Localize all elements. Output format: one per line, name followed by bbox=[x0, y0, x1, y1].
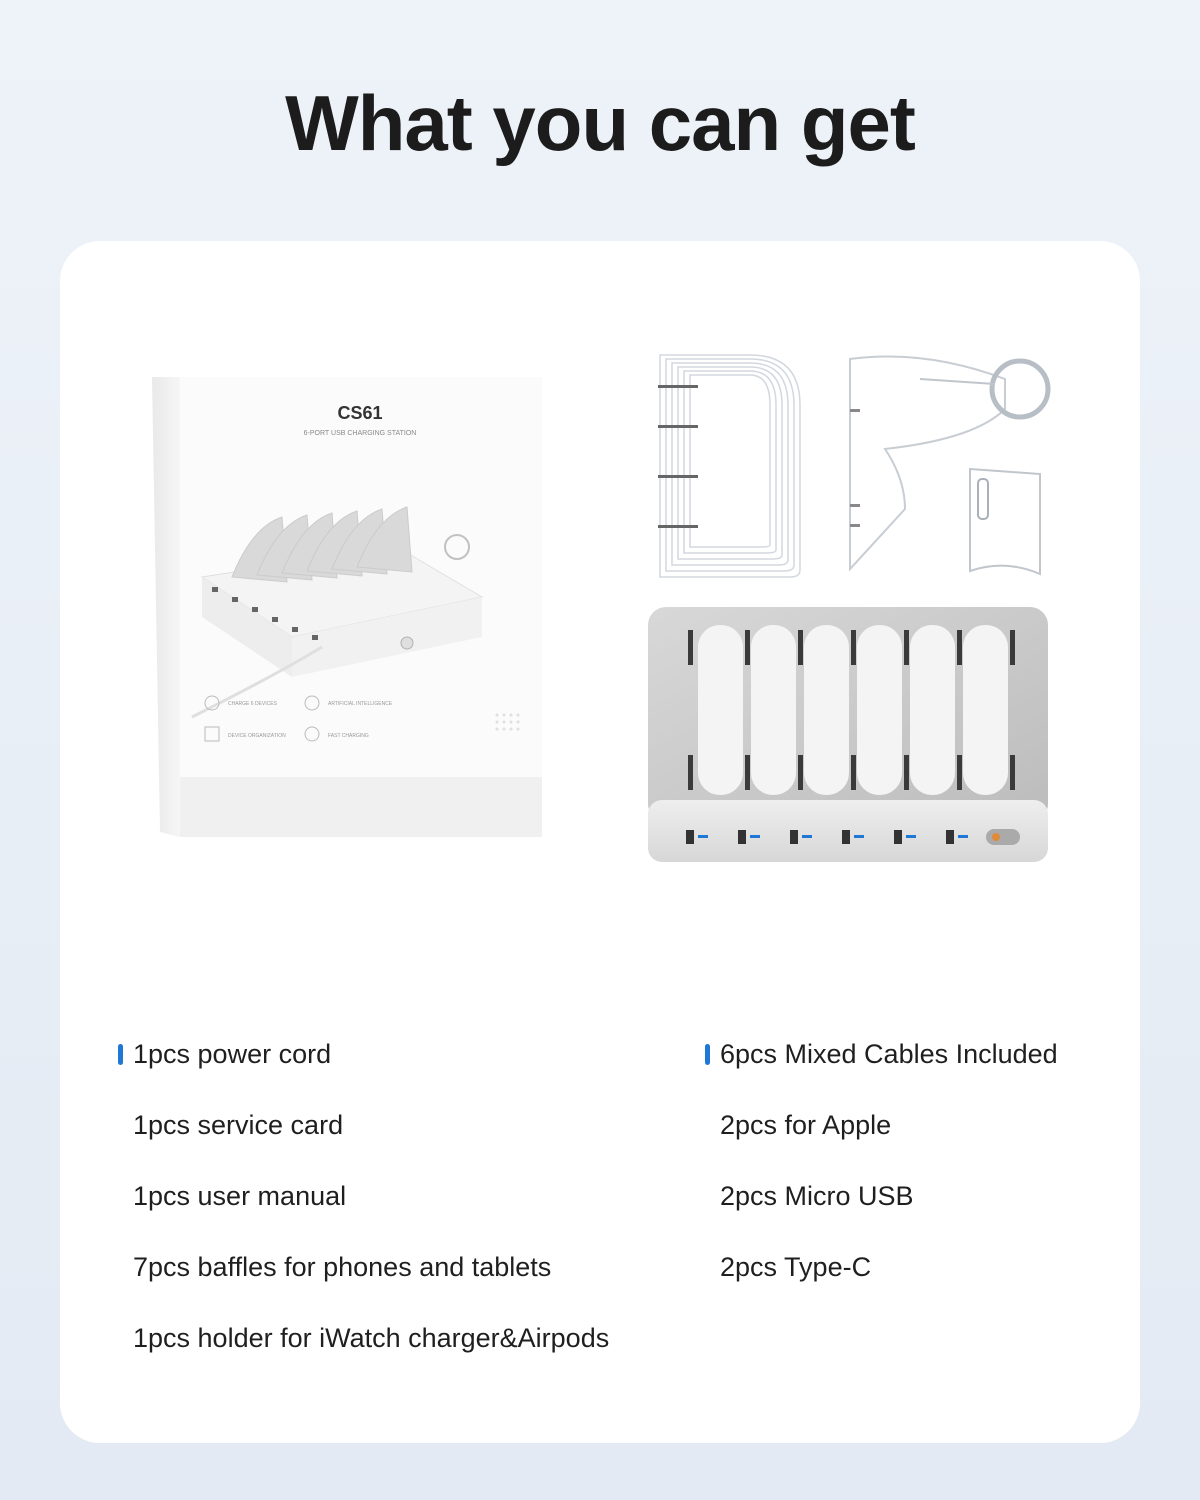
list-item-text: 7pcs baffles for phones and tablets bbox=[133, 1252, 552, 1282]
box-feature-3: DEVICE ORGANIZATION bbox=[228, 733, 286, 739]
contents-card bbox=[60, 241, 1140, 1443]
list-item-text: 1pcs service card bbox=[133, 1110, 344, 1140]
page-title: What you can get bbox=[285, 79, 915, 167]
box-model: CS61 bbox=[337, 403, 383, 423]
product-box-image bbox=[152, 377, 542, 837]
list-item-text: 2pcs for Apple bbox=[720, 1110, 892, 1140]
list-item-text: 1pcs power cord bbox=[133, 1039, 332, 1069]
box-feature-4: FAST CHARGING bbox=[328, 733, 369, 739]
accent-marker bbox=[705, 1044, 710, 1065]
list-item-text: 1pcs user manual bbox=[133, 1181, 347, 1211]
accent-marker bbox=[118, 1044, 123, 1065]
list-item-text: 1pcs holder for iWatch charger&Airpods bbox=[133, 1323, 610, 1353]
list-item-text: 6pcs Mixed Cables Included bbox=[720, 1039, 1058, 1069]
list-item-text: 2pcs Micro USB bbox=[720, 1181, 914, 1211]
box-feature-1: CHARGE 6 DEVICES bbox=[228, 701, 277, 707]
box-subtitle: 6-PORT USB CHARGING STATION bbox=[303, 430, 417, 437]
box-feature-2: ARTIFICIAL INTELLIGENCE bbox=[328, 701, 393, 707]
watch-holder-image bbox=[845, 349, 1075, 579]
list-item-text: 2pcs Type-C bbox=[720, 1252, 872, 1282]
charging-station-image bbox=[638, 605, 1068, 867]
baffles-image bbox=[650, 345, 810, 585]
